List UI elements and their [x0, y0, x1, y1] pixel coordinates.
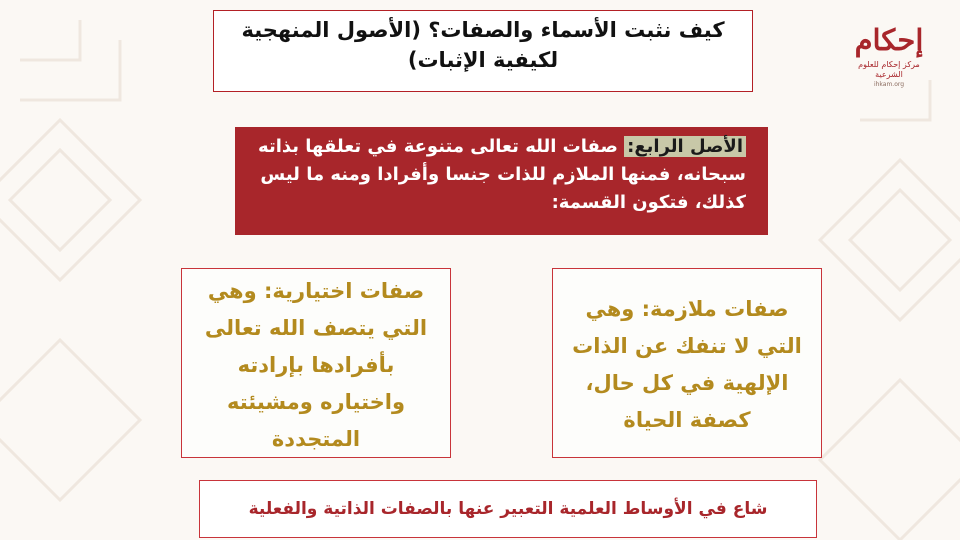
necessary-attributes-box [552, 268, 822, 458]
principle-line-3: كذلك، فتكون القسمة: [551, 192, 746, 213]
voluntary-line-1: صفات اختيارية: وهي [207, 279, 425, 303]
voluntary-line-4: واختياره ومشيئته [226, 390, 406, 414]
slide-title [213, 10, 753, 92]
logo-wordmark: إحكام [854, 23, 924, 57]
principle-line-1 [257, 133, 746, 161]
title-line-1: كيف نثبت الأسماء والصفات؟ (الأصول المنهجية [241, 18, 725, 42]
principle-text-1: صفات الله تعالى متنوعة في تعلقها بذاته [258, 136, 625, 157]
logo-subtitle: مركز إحكام للعلوم الشرعية [858, 60, 920, 79]
voluntary-line-3: بأفرادها بإرادته [237, 353, 395, 377]
brand-logo [848, 22, 930, 102]
voluntary-line-5: المتجددة [271, 427, 361, 451]
voluntary-line-2: التي يتصف الله تعالى [204, 316, 428, 340]
principle-box [235, 127, 768, 235]
necessary-line-2: التي لا تنفك عن الذات [572, 334, 802, 358]
principle-label: الأصل الرابع: [624, 136, 746, 157]
note-box [199, 480, 817, 538]
title-line-2: لكيفية الإثبات) [407, 48, 559, 72]
voluntary-attributes-box [181, 268, 451, 458]
note-text: شاع في الأوساط العلمية التعبير عنها بالصفات الذاتية والفعلية [248, 499, 768, 519]
necessary-line-3: الإلهية في كل حال، [585, 371, 789, 395]
necessary-line-4: كصفة الحياة [623, 408, 751, 432]
principle-line-2: سبحانه، فمنها الملازم للذات جنسا وأفرادا ومنه ما ليس [260, 164, 746, 185]
necessary-line-1: صفات ملازمة: وهي [585, 297, 789, 321]
logo-url: ihkam.org [873, 81, 905, 88]
